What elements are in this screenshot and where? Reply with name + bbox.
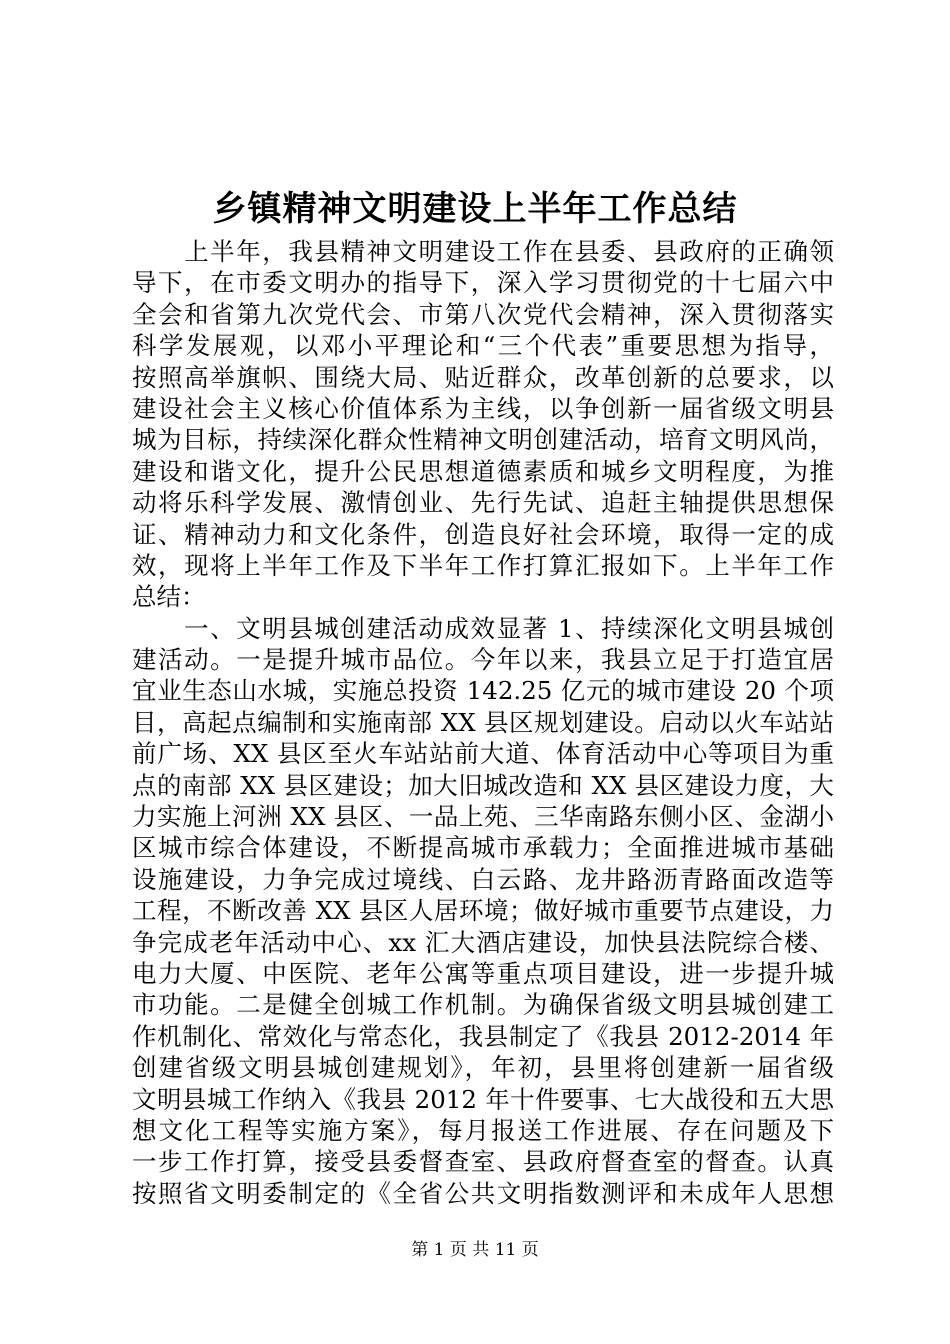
body-line: 创建省级文明县城创建规划》，年初，县里将创建新一届省级 [132, 1053, 834, 1083]
body-line: 宜业生态山水城，实施总投资 142.25 亿元的城市建设 20 个项 [132, 676, 834, 706]
page-footer [0, 1238, 950, 1262]
body-line: 市功能。二是健全创城工作机制。为确保省级文明县城创建工 [132, 990, 834, 1020]
body-line: 全会和省第九次党代会、市第八次党代会精神，深入贯彻落实 [132, 299, 834, 329]
body-line: 点的南部 XX 县区建设；加大旧城改造和 XX 县区建设力度，大 [132, 770, 834, 800]
body-line: 工程，不断改善 XX 县区人居环境；做好城市重要节点建设，力 [132, 896, 834, 926]
body-line: 效，现将上半年工作及下半年工作打算汇报如下。上半年工作 [132, 550, 834, 580]
body-line: 作机制化、常效化与常态化，我县制定了《我县 2012-2014 年 [132, 1021, 834, 1051]
body-line: 城为目标，持续深化群众性精神文明创建活动，培育文明风尚， [132, 425, 834, 455]
body-line: 按照高举旗帜、围绕大局、贴近群众，改革创新的总要求，以 [132, 362, 834, 392]
body-line: 按照省文明委制定的《全省公共文明指数测评和未成年人思想 [132, 1178, 834, 1208]
body-line: 区城市综合体建设，不断提高城市承载力；全面推进城市基础 [132, 833, 834, 863]
body-line: 前广场、XX 县区至火车站站前大道、体育活动中心等项目为重 [132, 739, 834, 769]
body-line: 动将乐科学发展、激情创业、先行先试、追赶主轴提供思想保 [132, 488, 834, 518]
body-line: 力实施上河洲 XX 县区、一品上苑、三华南路东侧小区、金湖小 [132, 802, 834, 832]
body-line: 上半年，我县精神文明建设工作在县委、县政府的正确领 [132, 237, 834, 266]
body-line: 建活动。一是提升城市品位。今年以来，我县立足于打造宜居 [132, 645, 834, 675]
body-line: 目，高起点编制和实施南部 XX 县区规划建设。启动以火车站站 [132, 707, 834, 737]
body-line: 建设社会主义核心价值体系为主线，以争创新一届省级文明县 [132, 393, 834, 423]
body-line: 争完成老年活动中心、xx 汇大酒店建设，加快县法院综合楼、 [132, 927, 834, 957]
body-line: 设施建设，力争完成过境线、白云路、龙井路沥青路面改造等 [132, 864, 834, 894]
body-line: 建设和谐文化，提升公民思想道德素质和城乡文明程度，为推 [132, 456, 834, 486]
body-line: 导下，在市委文明办的指导下，深入学习贯彻党的十七届六中 [132, 268, 834, 298]
body-line: 想文化工程等实施方案》，每月报送工作进展、存在问题及下 [132, 1115, 834, 1145]
document-body [132, 236, 834, 1209]
body-line: 科学发展观，以邓小平理论和“三个代表”重要思想为指导， [132, 331, 834, 361]
body-line: 一、文明县城创建活动成效显著 1、持续深化文明县城创 [132, 613, 834, 643]
body-line: 文明县城工作纳入《我县 2012 年十件要事、七大战役和五大思 [132, 1084, 834, 1114]
body-line: 总结： [132, 582, 206, 612]
body-line: 证、精神动力和文化条件，创造良好社会环境，取得一定的成 [132, 519, 834, 549]
page-number: 第 1 页 共 11 页 [411, 1240, 539, 1260]
body-line: 一步工作打算，接受县委督查室、县政府督查室的督查。认真 [132, 1147, 834, 1177]
body-line: 电力大厦、中医院、老年公寓等重点项目建设，进一步提升城 [132, 958, 834, 988]
document-title: 乡镇精神文明建设上半年工作总结 [212, 189, 738, 229]
